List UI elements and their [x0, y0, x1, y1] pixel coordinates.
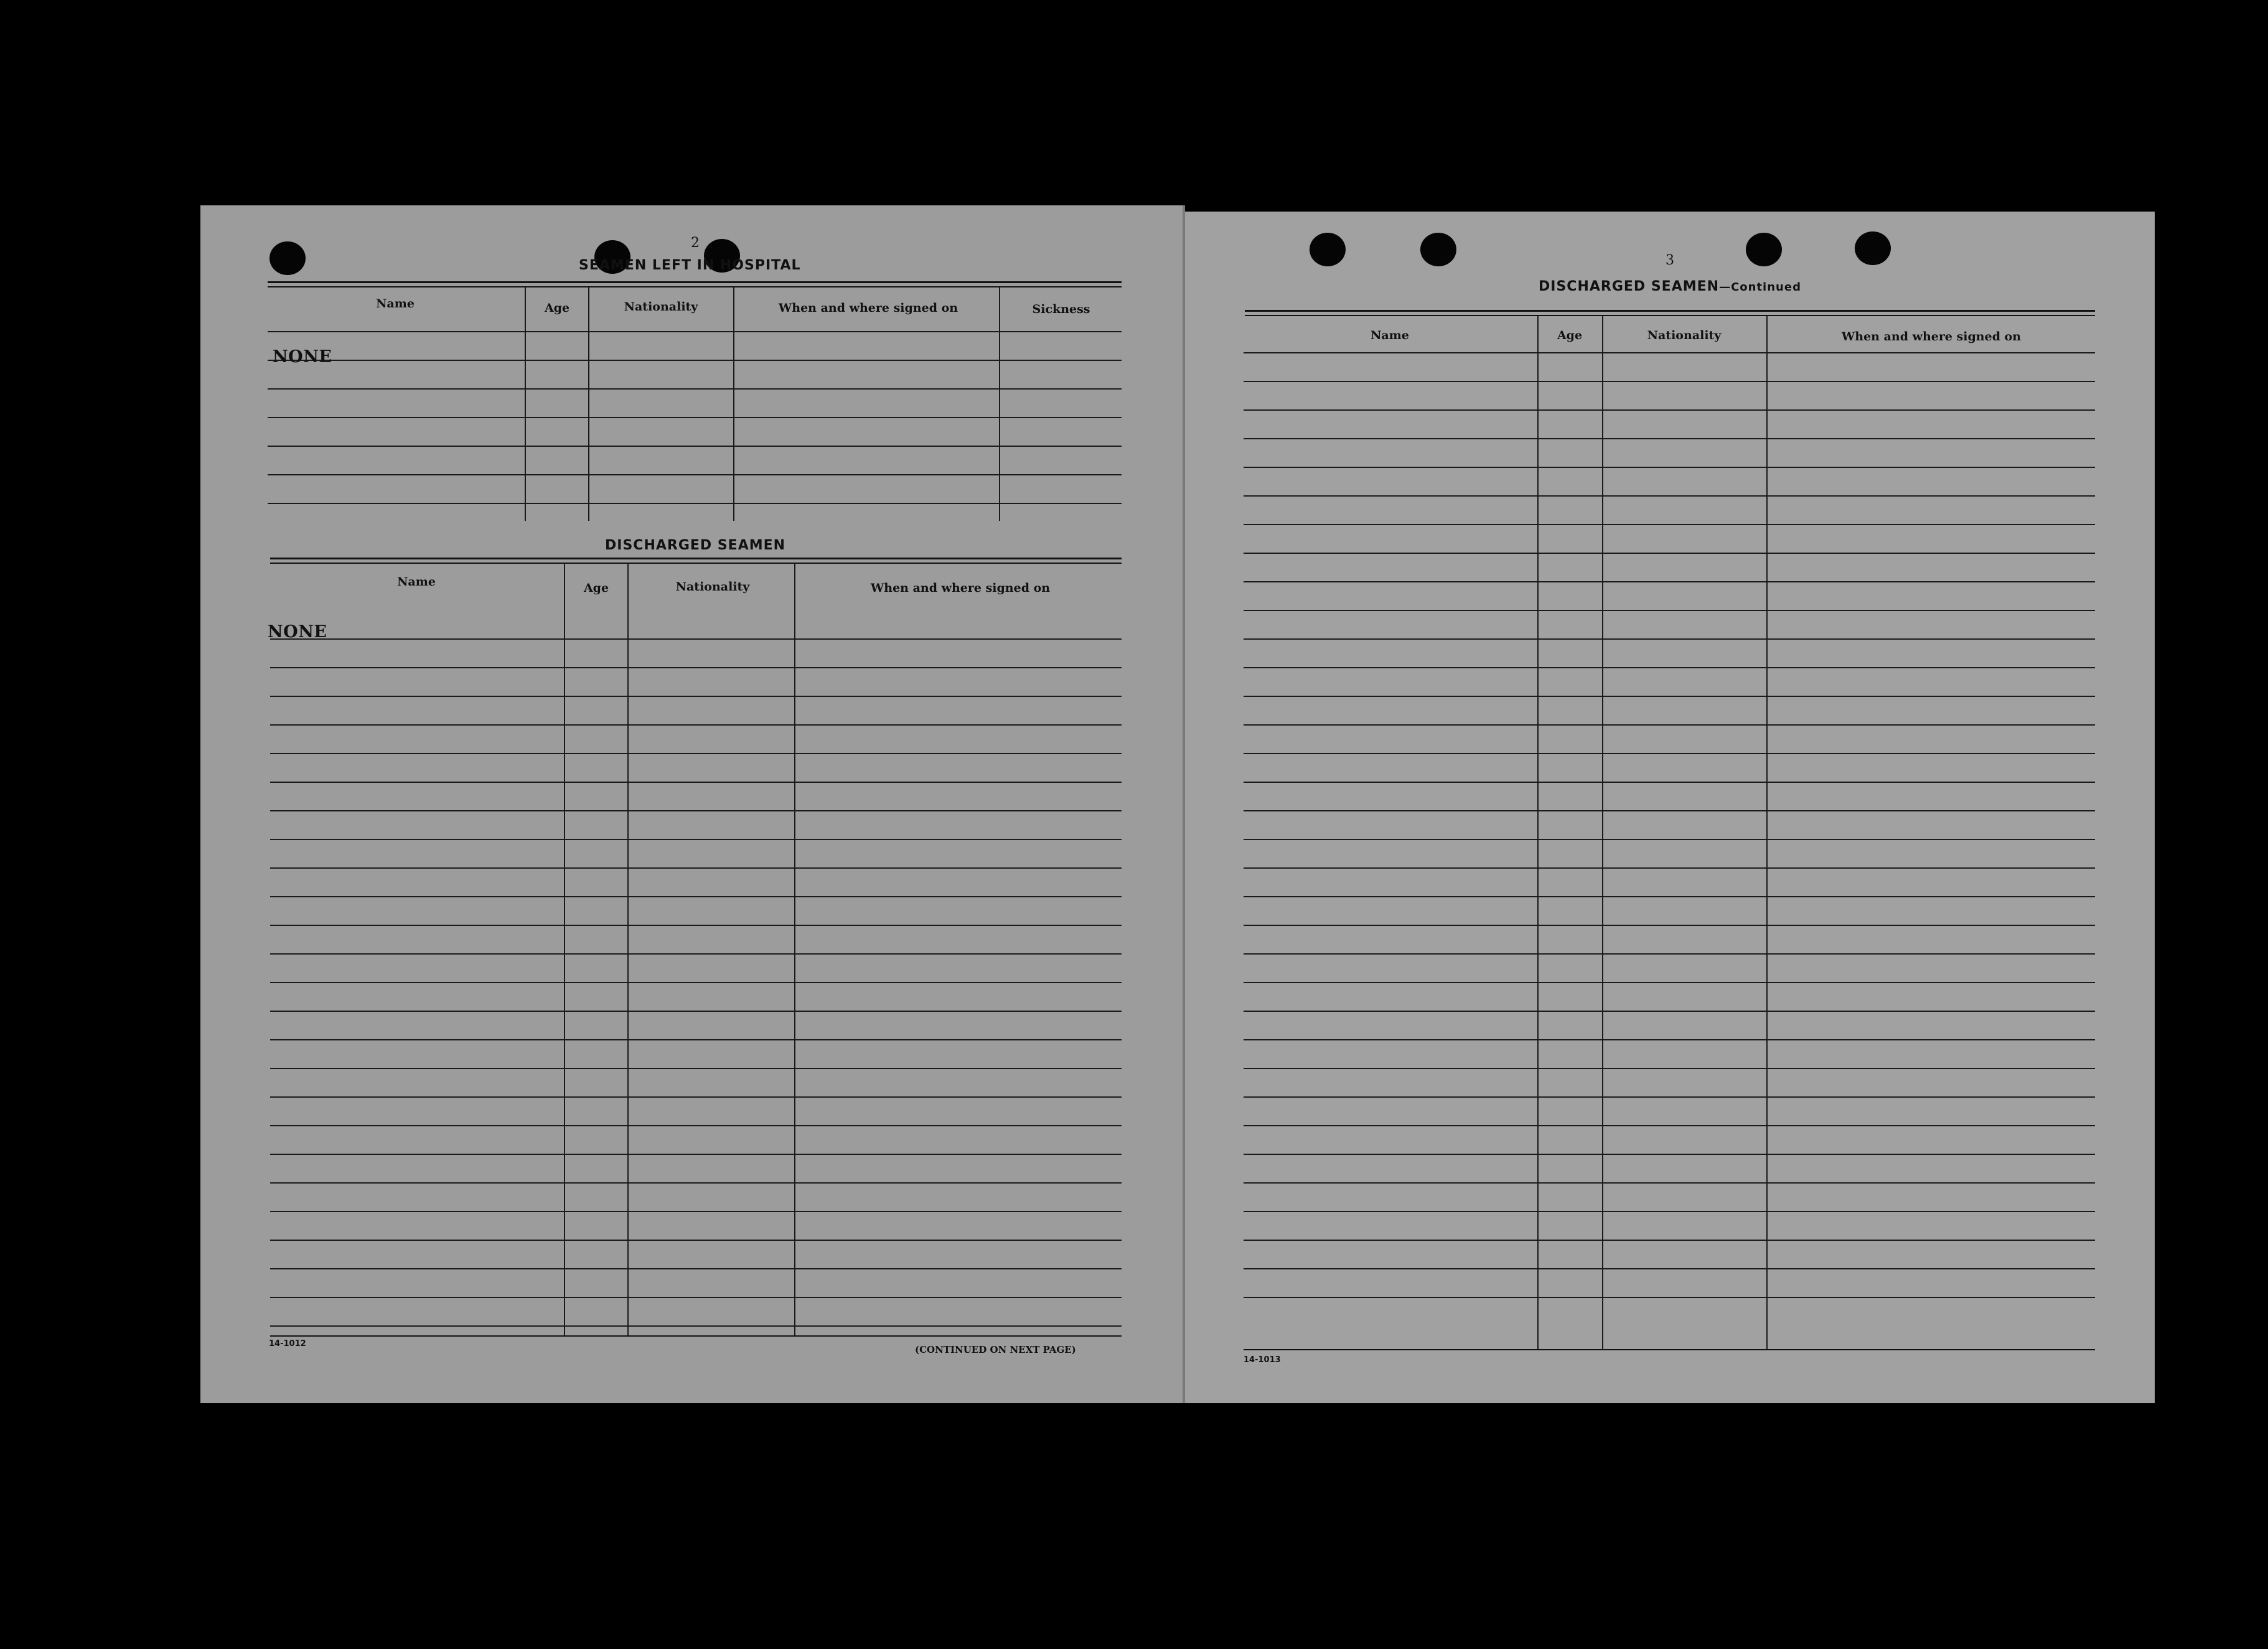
discharged-entry: NONE — [268, 622, 327, 642]
form-number: 14-1013 — [1244, 1355, 1281, 1365]
column-header: Nationality — [1647, 329, 1722, 342]
section-title-main: DISCHARGED SEAMEN — [1539, 279, 1720, 294]
column-header: Name — [397, 575, 436, 589]
row-rule — [1244, 724, 2095, 726]
column-header: When and where signed on — [1841, 330, 2022, 343]
row-rule — [1244, 810, 2095, 811]
row-rule — [270, 1068, 1122, 1069]
row-rule — [1244, 524, 2095, 525]
column-header: Age — [544, 301, 570, 315]
row-rule — [1244, 953, 2095, 955]
section-title: SEAMEN LEFT IN HOSPITAL — [579, 258, 801, 273]
row-rule — [270, 638, 1122, 640]
bottom-rule — [270, 1335, 1122, 1337]
discharged-table-continued — [1244, 316, 2095, 1349]
row-rule — [268, 474, 1122, 475]
row-rule — [1244, 1211, 2095, 1212]
row-rule — [270, 1211, 1122, 1212]
row-rule — [270, 982, 1122, 983]
row-rule — [270, 925, 1122, 926]
row-rule — [1244, 1068, 2095, 1069]
punch-hole — [1855, 231, 1891, 265]
row-rule — [270, 1182, 1122, 1184]
punch-hole — [269, 241, 306, 275]
row-rule — [1244, 1268, 2095, 1269]
punch-hole — [1420, 233, 1456, 266]
section-title-suffix: —Continued — [1719, 281, 1801, 294]
row-rule — [1244, 1154, 2095, 1155]
row-rule — [1244, 1182, 2095, 1184]
column-divider — [627, 564, 629, 1335]
row-rule — [268, 331, 1122, 332]
page-fold — [1183, 205, 1185, 1403]
row-rule — [270, 1096, 1122, 1098]
column-header: When and where signed on — [778, 301, 958, 315]
row-rule — [270, 696, 1122, 697]
row-rule — [1244, 867, 2095, 869]
column-divider — [794, 564, 795, 1335]
punch-hole — [1310, 233, 1346, 266]
row-rule — [1244, 753, 2095, 754]
title-rule — [1245, 310, 2095, 312]
column-header: Age — [583, 581, 609, 595]
column-header: Nationality — [675, 580, 750, 594]
column-divider — [564, 564, 565, 1335]
row-rule — [1244, 1125, 2095, 1126]
section-title: DISCHARGED SEAMEN — [605, 538, 786, 553]
bottom-rule — [1244, 1349, 2095, 1350]
title-rule — [270, 558, 1122, 559]
row-rule — [270, 1240, 1122, 1241]
row-rule — [1244, 352, 2095, 353]
section-title — [1539, 279, 1801, 294]
hospital-entry: NONE — [273, 347, 332, 367]
row-rule — [270, 896, 1122, 897]
row-rule — [270, 1154, 1122, 1155]
row-rule — [1244, 839, 2095, 840]
column-header: Sickness — [1032, 302, 1090, 316]
row-rule — [270, 810, 1122, 811]
row-rule — [1244, 438, 2095, 439]
row-rule — [1244, 610, 2095, 611]
row-rule — [270, 1268, 1122, 1269]
punch-hole — [1746, 233, 1782, 266]
row-rule — [268, 388, 1122, 390]
column-divider — [525, 287, 526, 521]
row-rule — [1244, 782, 2095, 783]
row-rule — [268, 360, 1122, 361]
column-divider — [1766, 316, 1768, 1349]
title-rule — [268, 281, 1122, 283]
column-divider — [588, 287, 589, 521]
row-rule — [1244, 1096, 2095, 1098]
page-number: 2 — [691, 235, 700, 251]
row-rule — [270, 953, 1122, 955]
column-divider — [999, 287, 1000, 521]
discharged-table — [270, 564, 1122, 1335]
row-rule — [270, 1011, 1122, 1012]
row-rule — [268, 446, 1122, 447]
column-header: Name — [376, 297, 415, 311]
row-rule — [1244, 581, 2095, 582]
row-rule — [1244, 553, 2095, 554]
row-rule — [1244, 696, 2095, 697]
row-rule — [270, 1297, 1122, 1298]
row-rule — [1244, 409, 2095, 411]
hospital-table — [268, 287, 1122, 521]
row-rule — [1244, 896, 2095, 897]
row-rule — [268, 417, 1122, 418]
column-divider — [733, 287, 734, 521]
row-rule — [1244, 1039, 2095, 1040]
row-rule — [268, 503, 1122, 504]
column-divider — [1537, 316, 1539, 1349]
row-rule — [270, 1325, 1122, 1327]
row-rule — [1244, 381, 2095, 382]
row-rule — [270, 1039, 1122, 1040]
row-rule — [270, 839, 1122, 840]
row-rule — [1244, 667, 2095, 668]
row-rule — [1244, 982, 2095, 983]
column-divider — [1602, 316, 1603, 1349]
row-rule — [270, 867, 1122, 869]
column-header: Age — [1557, 329, 1583, 342]
row-rule — [1244, 1240, 2095, 1241]
row-rule — [270, 724, 1122, 726]
row-rule — [270, 753, 1122, 754]
continued-note: (CONTINUED ON NEXT PAGE) — [915, 1344, 1076, 1355]
row-rule — [270, 667, 1122, 668]
row-rule — [270, 782, 1122, 783]
row-rule — [1244, 1011, 2095, 1012]
row-rule — [1244, 638, 2095, 640]
form-number: 14-1012 — [269, 1339, 306, 1348]
row-rule — [1244, 925, 2095, 926]
column-header: When and where signed on — [870, 581, 1051, 595]
page-number: 3 — [1666, 253, 1674, 268]
column-header: Name — [1371, 329, 1409, 342]
row-rule — [1244, 495, 2095, 497]
row-rule — [1244, 467, 2095, 468]
row-rule — [1244, 1297, 2095, 1298]
row-rule — [270, 1125, 1122, 1126]
column-header: Nationality — [624, 300, 698, 314]
